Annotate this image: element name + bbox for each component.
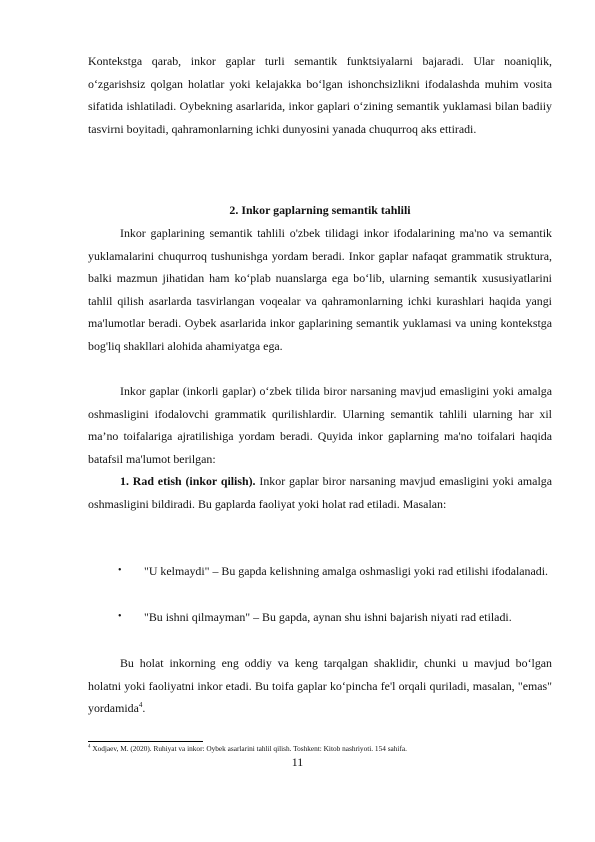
conclusion-text: Bu holat inkorning eng oddiy va keng tarqalgan shaklidir, chunki u mavjud bo‘lgan holatni yoki faoliyatni inkor etadi. Bu toifa gaplar ko‘pincha fe'l orqali quriladi, masalan, "emas" yordamida (88, 656, 552, 716)
paragraph-context: Kontekstga qarab, inkor gaplar turli semantik funktsiyalarni bajaradi. Ular noaniqlik, o‘zgarishsiz qolgan holatlar yoki kelajakka bo‘lgan ishonchsizlikni ifodalashda muhim vosita sifatida ishlatiladi. Oybekning asarlarida, inkor gaplari o‘zining semantik yuklamasi bilan badiiy tasvirni boyitadi, qahramonlarning ichki dunyosini yanada chuqurroq aks ettiradi. (88, 54, 552, 136)
list-item-text: "U kelmaydi" – Bu gapda kelishning amalga oshmasligi yoki rad etilishi ifodalanadi. (144, 564, 549, 578)
bullet-icon: • (118, 611, 122, 622)
rejection-title: 1. Rad etish (inkor qilish). (120, 474, 256, 488)
list-item-text: "Bu ishni qilmayman" – Bu gapda, aynan shu ishni bajarish niyati rad etiladi. (144, 610, 512, 624)
footnote-reference[interactable]: 4 (138, 701, 143, 710)
page-number: 11 (291, 755, 304, 769)
footnote-number: 4 (88, 744, 91, 750)
footnote (88, 744, 552, 754)
conclusion-end: . (142, 701, 146, 716)
list-item (88, 606, 552, 629)
list-item (88, 560, 552, 583)
paragraph-negative-sentences: Inkor gaplar (inkorli gaplar) o‘zbek tilida biror narsaning mavjud emasligini yoki amalga oshmasligini ifodalovchi grammatik qurilishlardir. Ularning semantik tahlili ularning har xil ma’no toifalariga ajratilishiga yordam beradi. Quyida inkor gaplarning ma'no toifalari haqida batafsil ma'lumot berilgan: (88, 384, 552, 466)
section-heading: 2. Inkor gaplarning semantik tahlili (229, 203, 411, 217)
footnote-divider (88, 741, 203, 742)
paragraph-conclusion (88, 652, 552, 720)
rejection-text: Inkor gaplar biror narsaning mavjud emasligini yoki amalga oshmasligini bildiradi. Bu gaplarda faoliyat yoki holat rad etiladi. Masalan: (88, 474, 552, 511)
paragraph-semantic-analysis: Inkor gaplarining semantik tahlili o'zbek tilidagi inkor ifodalarining ma'no va semantik yuklamalarini chuqurroq tushunishga yordam beradi. Inkor gaplar nafaqat grammatik struktura, balki mazmun jihatidan ham ko‘plab nuanslarga ega bo‘lib, ularning semantik xususiyatlarini tahlil qilish asarlarda tasvirlangan voqealar va qahramonlarning ichki kurashlari haqida yangi ma'lumotlar beradi. Oybek asarlarida inkor gaplarining semantik yuklamasi va uning kontekstga bog'liq shakllari alohida ahamiyatga ega. (88, 226, 552, 353)
footnote-text: Xodjaev, M. (2020). Ruhiyat va inkor: Oybek asarlarini tahlil qilish. Toshkent: Kitob nashriyoti. 154 sahifa. (90, 744, 407, 753)
bullet-icon: • (118, 565, 122, 576)
paragraph-rejection (88, 470, 552, 515)
